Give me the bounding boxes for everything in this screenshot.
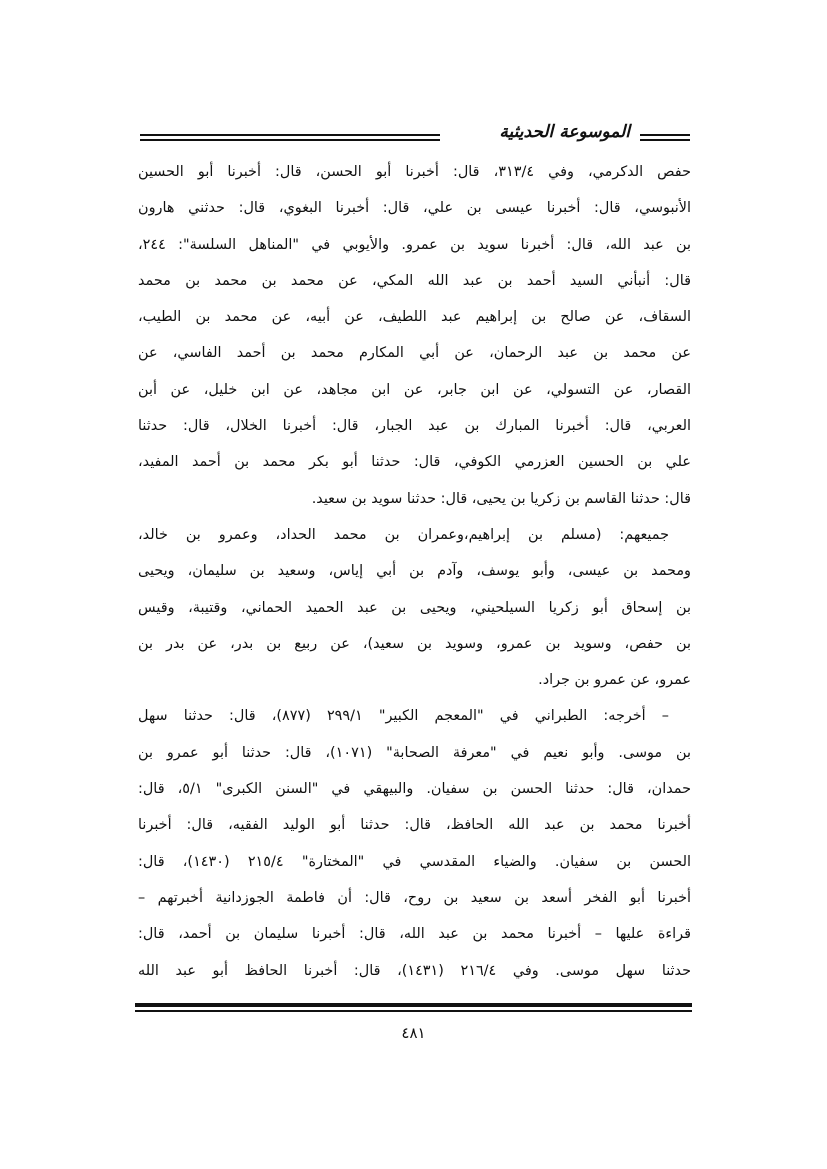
footer-rule [135, 1003, 692, 1012]
text-line: بن حفص، وسويد بن عمرو، وسويد بن سعيد)، عن ربيع بن بدر، عن بدر بن [138, 635, 691, 652]
text-line: بن موسى. وأبو نعيم في "معرفة الصحابة" (١٠٧١)، قال: حدثنا أبو عمرو بن [138, 744, 691, 761]
page-number: ٤٨١ [401, 1024, 426, 1042]
text-line: عمرو، عن عمرو بن جراد. [538, 672, 691, 689]
page-header [140, 118, 690, 154]
footer-rule-thin [135, 1010, 692, 1012]
text-line: أخبرنا أبو الفخر أسعد بن سعيد بن روح، قال: أن فاطمة الجوزدانية أخبرتهم – [138, 889, 691, 906]
text-line: قال: أنبأني السيد أحمد بن عبد الله المكي، عن محمد بن محمد بن محمد [138, 272, 691, 289]
text-line: حدثنا سهل موسى. وفي ٢١٦/٤ (١٤٣١)، قال: أخبرنا الحافظ أبو عبد الله [138, 962, 691, 979]
text-line: العربي، قال: أخبرنا المبارك بن عبد الجبار، قال: أخبرنا الخلال، قال: حدثنا [138, 418, 691, 435]
text-line: حمدان، قال: حدثنا الحسن بن سفيان. والبيهقي في "السنن الكبرى" ٥/١، قال: [138, 781, 691, 798]
body-text [138, 154, 691, 989]
text-line: ومحمد بن عيسى، وأبو يوسف، وآدم بن أبي إياس، وسعيد بن سليمان، ويحيى [138, 563, 691, 580]
text-line: القصار، عن التسولي، عن ابن جابر، عن ابن مجاهد، عن ابن خليل، عن أبن [138, 381, 691, 398]
header-rule-left [140, 134, 440, 141]
text-line: بن إسحاق أبو زكريا السيلحيني، ويحيى بن عبد الحميد الحماني، وقتيبة، وقيس [138, 599, 691, 616]
footer-rule-thick [135, 1003, 692, 1007]
text-line: الأنبوسي، قال: أخبرنا عيسى بن علي، قال: أخبرنا البغوي، قال: حدثني هارون [138, 200, 691, 217]
header-rule-right [640, 134, 690, 141]
text-line: الحسن بن سفيان. والضياء المقدسي في "المختارة" ٢١٥/٤ (١٤٣٠)، قال: [138, 853, 691, 870]
text-line: بن عبد الله، قال: أخبرنا سويد بن عمرو. والأيوبي في "المناهل السلسة": ٢٤٤، [138, 236, 691, 253]
header-title: الموسوعة الحديثية [499, 122, 630, 142]
text-line: السقاف، عن صالح بن إبراهيم عبد اللطيف، عن أبيه، عن محمد بن الطيب، [138, 309, 691, 326]
text-line: حفص الدكرمي، وفي ٣١٣/٤، قال: أخبرنا أبو الحسن، قال: أخبرنا أبو الحسين [138, 164, 691, 180]
text-line: جميعهم: (مسلم بن إبراهيم،وعمران بن محمد الحداد، وعمرو بن خالد، [138, 526, 669, 543]
text-line: قال: حدثنا القاسم بن زكريا بن يحيى، قال: حدثنا سويد بن سعيد. [311, 490, 691, 507]
text-line: علي بن الحسين العزرمي الكوفي، قال: حدثنا أبو بكر محمد بن أحمد المفيد، [138, 454, 691, 471]
text-line: – أخرجه: الطبراني في "المعجم الكبير" ٢٩٩/١ (٨٧٧)، قال: حدثنا سهل [138, 708, 670, 725]
text-line: عن محمد بن عبد الرحمان، عن أبي المكارم محمد بن أحمد الفاسي، عن [138, 345, 691, 362]
text-line: أخبرنا محمد بن عبد الله الحافظ، قال: حدثنا أبو الوليد الفقيه، قال: أخبرنا [138, 817, 691, 834]
text-line: قراءة عليها – أخبرنا محمد بن عبد الله، قال: أخبرنا سليمان بن أحمد، قال: [138, 926, 691, 943]
